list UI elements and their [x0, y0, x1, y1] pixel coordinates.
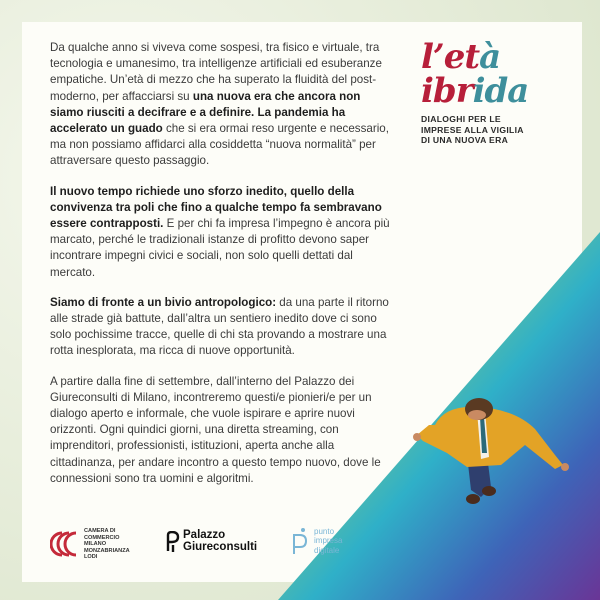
ccm-arcs-icon [50, 531, 80, 557]
event-logo [421, 37, 581, 146]
palazzo-line: Palazzo [183, 529, 226, 541]
ccm-text [84, 528, 130, 561]
body-paragraph [50, 184, 390, 281]
pid-mark-icon [290, 526, 310, 556]
logo-text-teal: ida [472, 71, 529, 111]
bold-text: La pandemia ha accelerato un guado [50, 105, 346, 136]
subtitle-line: IMPRESE ALLA VIGILIA [421, 124, 524, 135]
palazzo-mark-icon [166, 531, 180, 553]
palazzo-text [183, 530, 257, 553]
punto-impresa-digitale-logo [290, 526, 342, 556]
ccm-line: COMMERCIO [84, 534, 120, 541]
palazzo-line: Giureconsulti [183, 540, 258, 553]
logo-line-1 [421, 37, 581, 77]
camera-commercio-logo [50, 528, 130, 561]
logo-text-red: ibr [421, 71, 473, 111]
logo-subtitle [421, 114, 581, 146]
ccm-line: CAMERA DI [84, 528, 116, 534]
palazzo-giureconsulti-logo [166, 530, 257, 553]
ccm-line: MONZABRIANZA [84, 547, 130, 554]
body-paragraph [50, 374, 390, 487]
pid-line: digitale [314, 545, 340, 555]
subtitle-line: DI UNA NUOVA ERA [421, 135, 509, 145]
pid-line: punto [314, 526, 335, 536]
logo-line-2 [421, 71, 581, 111]
ccm-line: LODI [84, 554, 98, 561]
text-run: che si era ormai reso urgente e necessario, ma non possiamo affidarci alla cosiddetta “nuova normalità” per attraversare questo passaggio. [50, 122, 389, 168]
walking-man-illustration [405, 395, 595, 530]
body-text [50, 40, 390, 501]
ccm-line: MILANO [84, 541, 107, 548]
pid-line: impresa [314, 536, 343, 546]
bold-text: una nuova era che ancora non siamo riusciti a decifrare e a definire. [50, 89, 361, 119]
subtitle-line: DIALOGHI PER LE [421, 114, 501, 124]
text-run: Da qualche anno si viveva come sospesi, tra fisico e virtuale, tra tecnologia e umanesimo, tra intelligenze artificiali ed esuberanze empatiche. Un’età di mezzo che ha superato la fluidità del post-moderno, per affacciarsi su [50, 41, 382, 103]
text-run: da una parte il ritorno alle strade già battute, dall’altra un sentiero inedito dove ci sono solo pochissime tracce, quelle di chi sta provando a mostrare una rotta inesplorata, ma ricca di nuove opportunità. [50, 295, 389, 358]
footer-logos [50, 526, 370, 566]
logo-text-red: l’et [421, 37, 480, 77]
logo-text-teal: à [479, 37, 501, 77]
body-paragraph [50, 40, 390, 170]
pid-text [314, 527, 342, 556]
text-run: A partire dalla fine di settembre, dall’interno del Palazzo dei Giureconsulti di Milano, incontreremo questi/e pionieri/e per un dialogo aperto e informale, che vuole ispirare e aprire nuovi orizzonti. Ogni quindici giorni, una diretta streaming, con imprenditori, professionisti, istituzioni, aperta anche alla cittadinanza, per andare incontro a questo tempo nuovo, dove le connessioni sono tra uomini e algoritmi. [50, 374, 381, 485]
bold-text: Siamo di fronte a un bivio antropologico: [50, 295, 277, 309]
text-run: E per chi fa impresa l’impegno è ancora più marcato, perché le tradizionali istanze di profitto devono saper incontrare impegni civici e sociali, non solo quelli dettati dal mercato. [50, 217, 390, 279]
body-paragraph [50, 295, 390, 360]
bold-text: Il nuovo tempo richiede uno sforzo inedito, quello della convivenza tra poli che fino a qualche tempo fa sembravano essere contrapposti. [50, 184, 382, 231]
